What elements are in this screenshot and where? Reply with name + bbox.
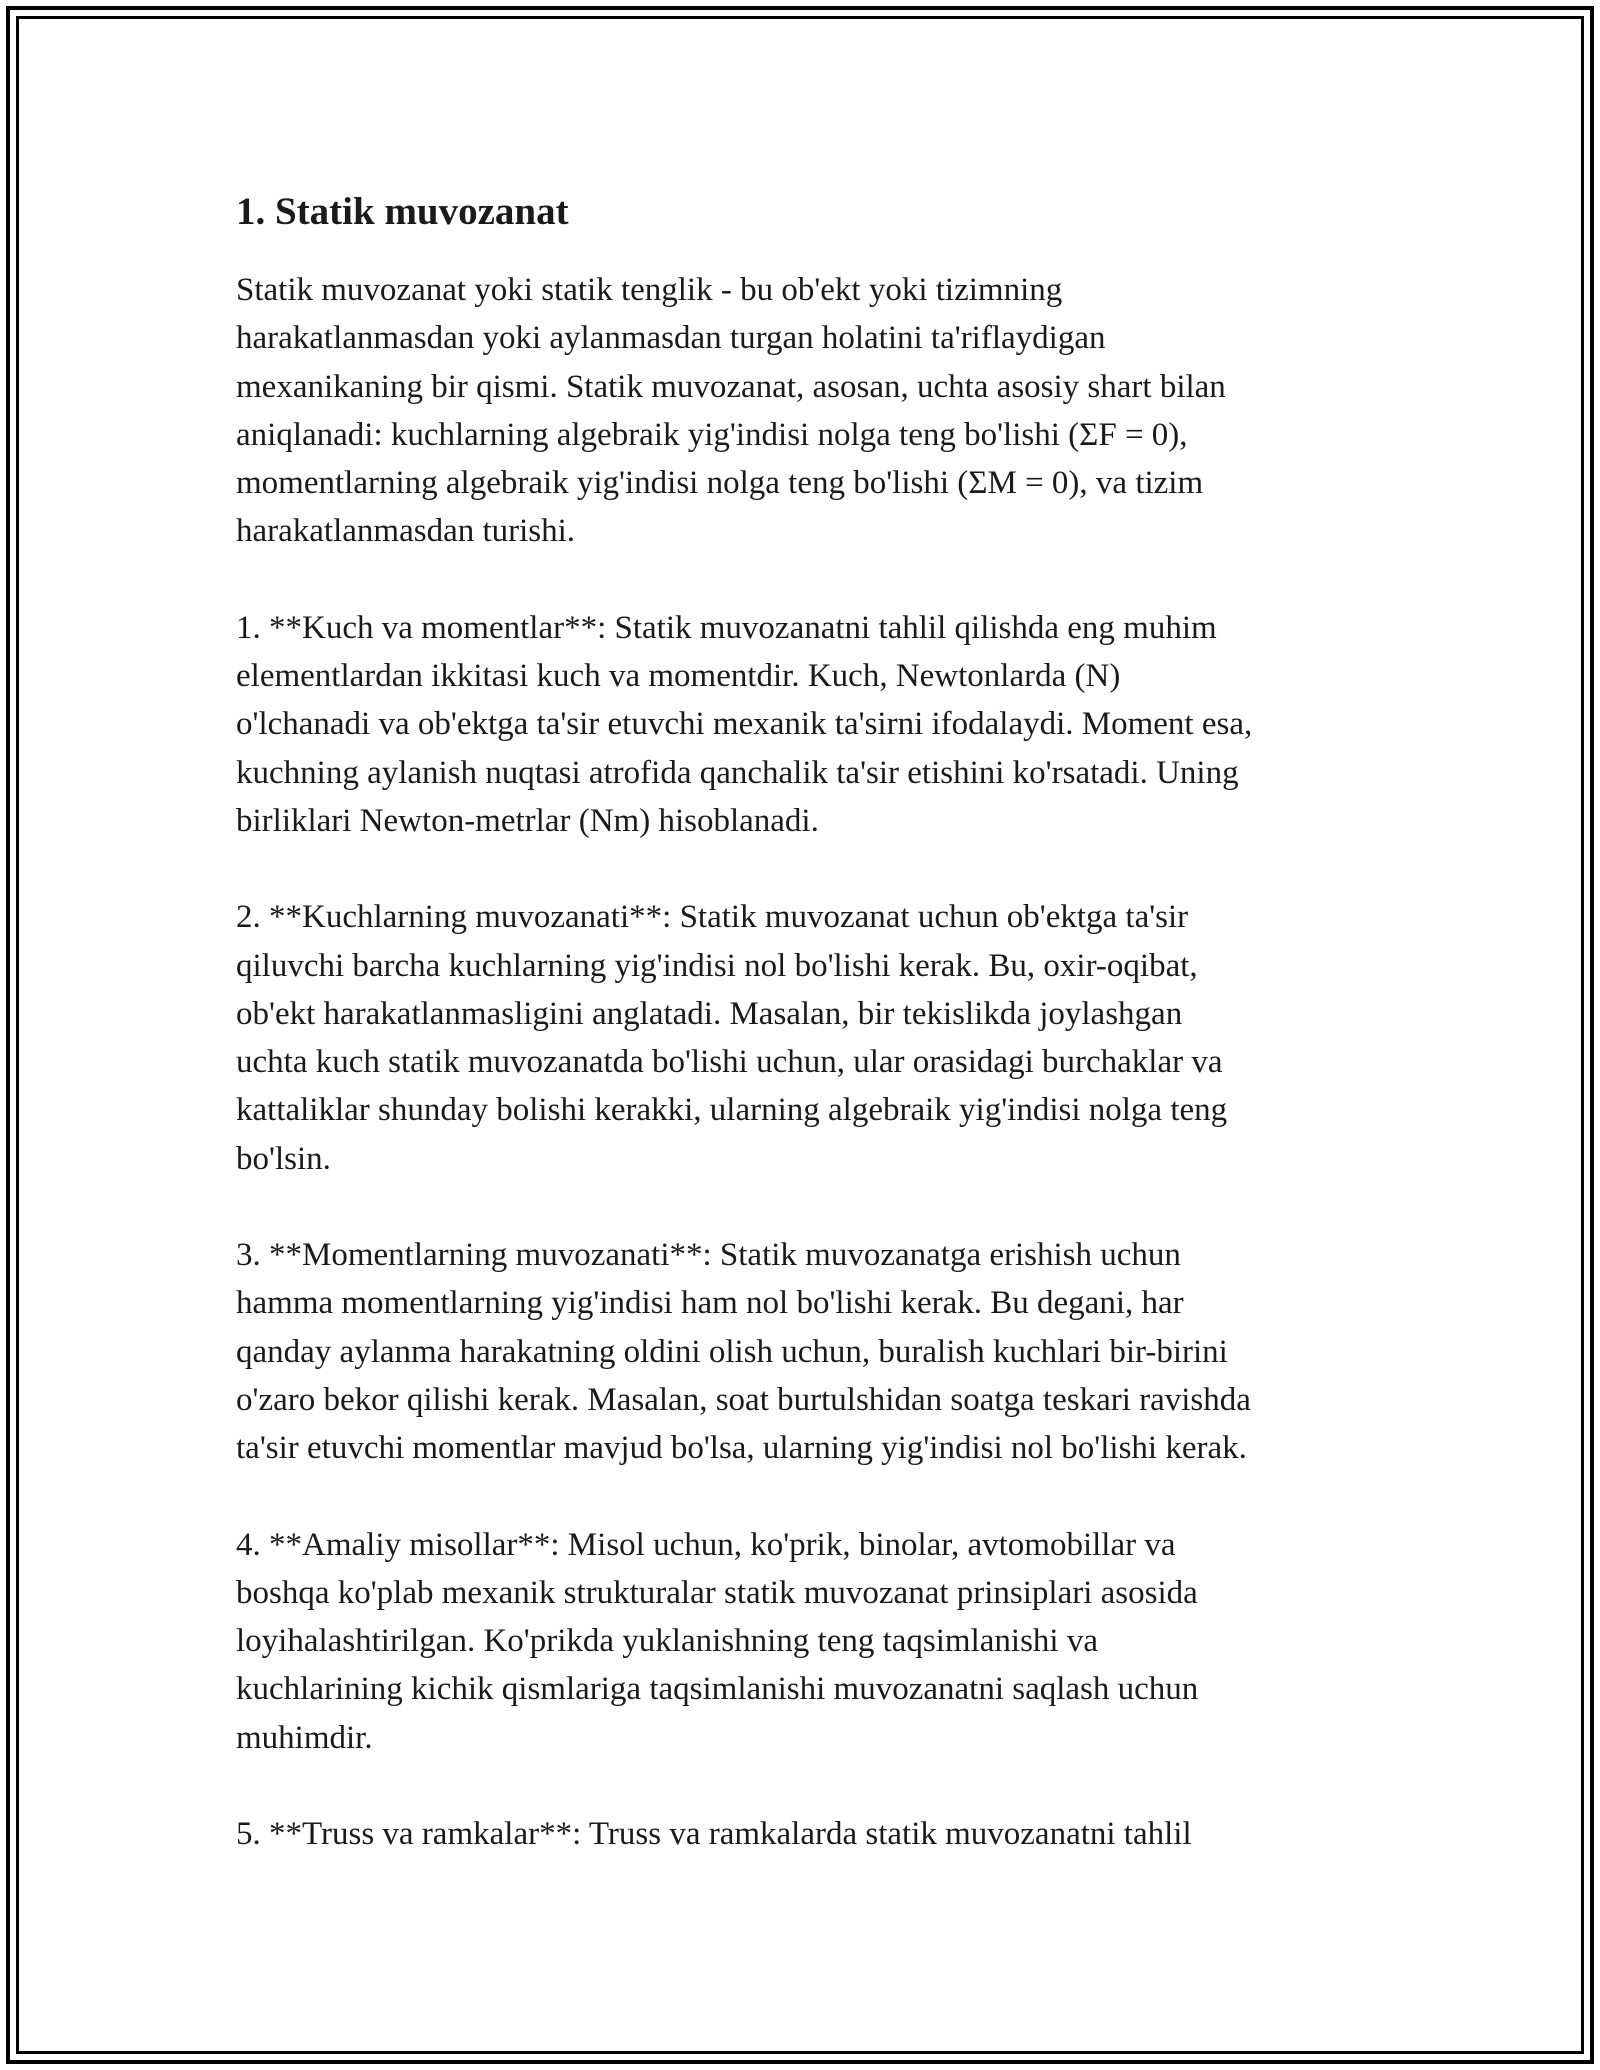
list-item-truss-and-frames: 5. **Truss va ramkalar**: Truss va ramkalarda statik muvozanatni tahlil [236,1816,1192,1853]
list-item-forces-and-moments: 1. **Kuch va momentlar**: Statik muvozanatni tahlil qilishda eng muhim elementlardan ikkitasi kuch va momentdir. Kuch, Newtonlarda (N) o'lchanadi va ob'ektga ta'sir etuvchi mexanik ta'sirni ifodalaydi. Moment esa, kuchning aylanish nuqtasi atrofida qanchalik ta'sir etishini ko'rsatadi. Uning birliklari Newton-metrlar (Nm) hisoblanadi. [236,609,1253,839]
document-title: 1. Statik muvozanat [236,190,569,233]
document-page [236,186,1376,1906]
list-item-practical-examples: 4. **Amaliy misollar**: Misol uchun, ko'prik, binolar, avtomobillar va boshqa ko'plab mexanik strukturalar statik muvozanat prinsiplari asosida loyihalashtirilgan. Ko'prikda yuklanishning teng taqsimlanishi va kuchlarining kichik qismlariga taqsimlanishi muvozanatni saqlash uchun muhimdir. [236,1526,1199,1756]
list-item-force-equilibrium: 2. **Kuchlarning muvozanati**: Statik muvozanat uchun ob'ektga ta'sir qiluvchi barcha kuchlarning yig'indisi nol bo'lishi kerak. Bu, oxir-oqibat, ob'ekt harakatlanmasligini anglatadi. Masalan, bir tekislikda joylashgan uchta kuch statik muvozanatda bo'lishi uchun, ular orasidagi burchaklar va kattaliklar shunday bolishi kerakki, ularning algebraik yig'indisi nolga teng bo'lsin. [236,899,1228,1177]
intro-paragraph: Statik muvozanat yoki statik tenglik - bu ob'ekt yoki tizimning harakatlanmasdan yoki aylanmasdan turgan holatini ta'riflaydigan mexanikaning bir qismi. Statik muvozanat, asosan, uchta asosiy shart bilan aniqlanadi: kuchlarning algebraik yig'indisi nolga teng bo'lishi (ΣF = 0), momentlarning algebraik yig'indisi nolga teng bo'lishi (ΣM = 0), va tizim harakatlanmasdan turishi. [236,272,1226,550]
list-item-moment-equilibrium: 3. **Momentlarning muvozanati**: Statik muvozanatga erishish uchun hamma momentlarning yig'indisi ham nol bo'lishi kerak. Bu degani, har qanday aylanma harakatning oldini olish uchun, buralish kuchlari bir-birini o'zaro bekor qilishi kerak. Masalan, soat burtulshidan soatga teskari ravishda ta'sir etuvchi momentlar mavjud bo'lsa, ularning yig'indisi nol bo'lishi kerak. [236,1237,1251,1467]
